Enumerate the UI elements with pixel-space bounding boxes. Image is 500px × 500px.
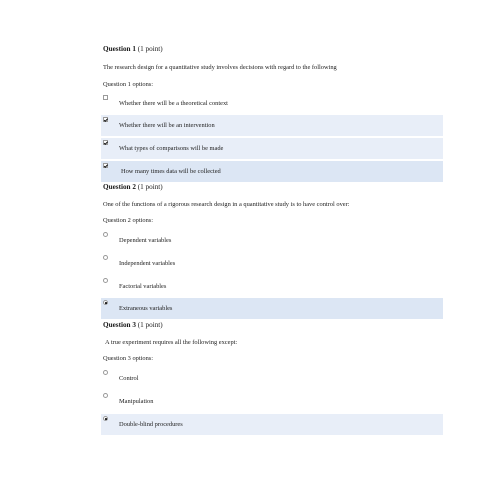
option-label: Control (119, 375, 139, 382)
option-label: How many times data will be collected (121, 168, 221, 175)
question-3-option-1[interactable] (101, 368, 443, 389)
radio-icon[interactable] (103, 278, 108, 283)
radio-icon[interactable] (103, 370, 108, 375)
question-3-option-3[interactable] (101, 414, 443, 435)
question-1-options-caption: Question 1 options: (103, 81, 154, 88)
checkbox-checked-icon[interactable] (103, 117, 108, 122)
radio-selected-icon[interactable] (103, 300, 108, 305)
question-2-text: One of the functions of a rigorous research design in a quantitative study is to have control over: (103, 201, 350, 208)
question-3-options-caption: Question 3 options: (103, 355, 154, 362)
question-1-text: The research design for a quantitative study involves decisions with regard to the following (103, 64, 337, 71)
question-2-option-4[interactable] (101, 298, 443, 319)
checkbox-checked-icon[interactable] (103, 140, 108, 145)
question-3-points: (1 point) (137, 321, 163, 329)
radio-icon[interactable] (103, 393, 108, 398)
option-label: What types of comparisons will be made (119, 145, 224, 152)
question-1-title (103, 45, 163, 54)
question-1-option-2[interactable] (101, 115, 443, 136)
question-1-option-1[interactable] (101, 93, 443, 114)
option-label: Whether there will be an intervention (119, 122, 215, 129)
question-1-points: (1 point) (137, 45, 163, 53)
question-2-option-2[interactable] (101, 253, 443, 274)
question-3-title (103, 321, 163, 330)
question-2-option-1[interactable] (101, 230, 443, 251)
question-1-number: Question 1 (103, 45, 136, 53)
option-label: Double-blind procedures (119, 421, 183, 428)
option-label: Extraneous variables (119, 305, 173, 312)
question-2-points: (1 point) (137, 183, 163, 191)
question-3-number: Question 3 (103, 321, 136, 329)
question-1-option-4[interactable] (101, 161, 443, 182)
checkbox-icon[interactable] (103, 95, 108, 100)
question-2-number: Question 2 (103, 183, 136, 191)
question-3-option-2[interactable] (101, 391, 443, 412)
option-label: Factorial variables (119, 283, 167, 290)
option-label: Dependent variables (119, 237, 172, 244)
radio-icon[interactable] (103, 232, 108, 237)
option-label: Whether there will be a theoretical context (119, 100, 228, 107)
radio-selected-icon[interactable] (103, 416, 108, 421)
question-1-option-3[interactable] (101, 138, 443, 159)
question-2-option-3[interactable] (101, 276, 443, 297)
question-2-title (103, 183, 163, 192)
option-label: Independent variables (119, 260, 176, 267)
question-3-text: A true experiment requires all the following except: (105, 339, 238, 346)
checkbox-checked-icon[interactable] (103, 163, 108, 168)
radio-icon[interactable] (103, 255, 108, 260)
question-2-options-caption: Question 2 options: (103, 217, 154, 224)
option-label: Manipulation (119, 398, 154, 405)
